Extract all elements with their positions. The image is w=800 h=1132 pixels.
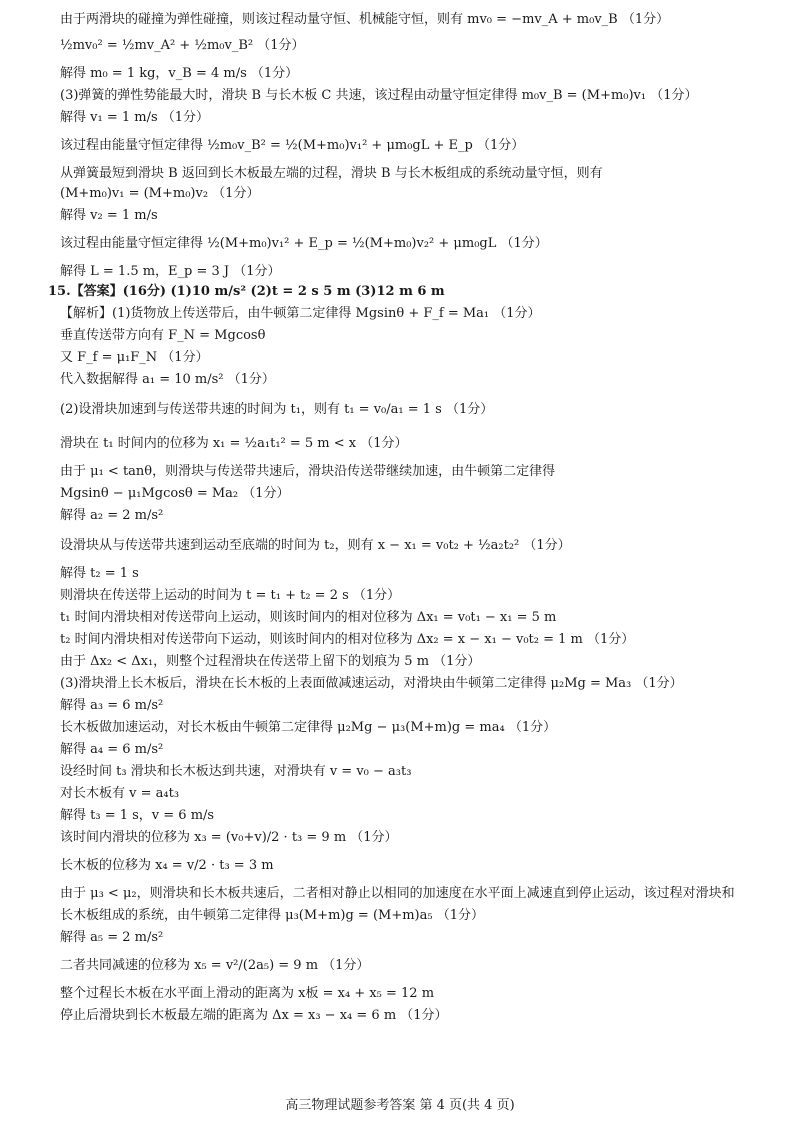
text-line: 长木板做加速运动，对长木板由牛顿第二定律得 μ₂Mg − μ₃(M+m)g = ma₄ （1分） [60,720,557,735]
text-line: 长木板的位移为 x₄ = v/2 · t₃ = 3 m [60,858,274,873]
text-line: 该过程由能量守恒定律得 ½(M+m₀)v₁² + E_p = ½(M+m₀)v₂² + μm₀gL （1分） [60,236,548,251]
text-line: 滑块在 t₁ 时间内的位移为 x₁ = ½a₁t₁² = 5 m < x （1分） [60,436,408,451]
text-line: 解得 a₄ = 6 m/s² [60,742,164,757]
text-line: 二者共同减速的位移为 x₅ = v²/(2a₅) = 9 m （1分） [60,958,370,973]
text-line: 则滑块在传送带上运动的时间为 t = t₁ + t₂ = 2 s （1分） [60,588,401,603]
text-line: 【解析】(1)货物放上传送带后，由牛顿第二定律得 Mgsinθ + F_f = Ma₁ （1分） [60,306,541,321]
text-line: (2)设滑块加速到与传送带共速的时间为 t₁，则有 t₁ = v₀/a₁ = 1 s （1分） [60,402,494,417]
text-line: Mgsinθ − μ₁Mgcosθ = Ma₂ （1分） [60,486,290,501]
text-line: t₁ 时间内滑块相对传送带向上运动，则该时间内的相对位移为 Δx₁ = v₀t₁ − x₁ = 5 m [60,610,557,625]
text-line: (M+m₀)v₁ = (M+m₀)v₂ （1分） [60,186,260,201]
text-line: 解得 v₂ = 1 m/s [60,208,158,223]
text-line: 解得 a₅ = 2 m/s² [60,930,164,945]
text-line: 解得 L = 1.5 m，E_p = 3 J （1分） [60,264,281,279]
text-line: 解得 v₁ = 1 m/s （1分） [60,110,210,125]
text-line: (3)弹簧的弹性势能最大时，滑块 B 与长木板 C 共速，该过程由动量守恒定律得 m₀v_B = (M+m₀)v₁ （1分） [60,88,698,103]
text-line: 由于 Δx₂ < Δx₁，则整个过程滑块在传送带上留下的划痕为 5 m （1分） [60,654,481,669]
text-line: 由于 μ₁ < tanθ，则滑块与传送带共速后，滑块沿传送带继续加速，由牛顿第二定律得 [60,464,556,479]
text-line: 解得 t₂ = 1 s [60,566,139,581]
text-line: 由于两滑块的碰撞为弹性碰撞，则该过程动量守恒、机械能守恒，则有 mv₀ = −mv_A + m₀v_B （1分） [60,12,670,27]
text-line: 停止后滑块到长木板最左端的距离为 Δx = x₃ − x₄ = 6 m （1分） [60,1008,448,1023]
text-line: 又 F_f = μ₁F_N （1分） [60,350,209,365]
page-footer: 高三物理试题参考答案 第 4 页(共 4 页) [285,1098,515,1113]
text-line: 长木板组成的系统，由牛顿第二定律得 μ₃(M+m)g = (M+m)a₅ （1分） [60,908,484,923]
text-line: 整个过程长木板在水平面上滑动的距离为 x板 = x₄ + x₅ = 12 m [60,986,435,1001]
text-line: 该时间内滑块的位移为 x₃ = (v₀+v)/2 · t₃ = 9 m （1分） [60,830,398,845]
text-line: 垂直传送带方向有 F_N = Mgcosθ [60,328,266,343]
text-line: 代入数据解得 a₁ = 10 m/s² （1分） [60,372,275,387]
text-line: 由于 μ₃ < μ₂，则滑块和长木板共速后，二者相对静止以相同的加速度在水平面上减速直到停止运动，该过程对滑块和 [60,886,735,901]
text-line: 解得 a₂ = 2 m/s² [60,508,164,523]
text-line: t₂ 时间内滑块相对传送带向下运动，则该时间内的相对位移为 Δx₂ = x − x₁ − v₀t₂ = 1 m （1分） [60,632,635,647]
text-line: 该过程由能量守恒定律得 ½m₀v_B² = ½(M+m₀)v₁² + μm₀gL + E_p （1分） [60,138,525,153]
text-line: 设滑块从与传送带共速到运动至底端的时间为 t₂，则有 x − x₁ = v₀t₂ + ½a₂t₂² （1分） [60,538,571,553]
text-line: 从弹簧最短到滑块 B 返回到长木板最左端的过程，滑块 B 与长木板组成的系统动量守恒，则有 [60,166,603,181]
text-line: 解得 t₃ = 1 s，v = 6 m/s [60,808,215,823]
question-15-answer: 15.【答案】(16分) (1)10 m/s² (2)t = 2 s 5 m (3)12 m 6 m [48,284,445,299]
text-line: (3)滑块滑上长木板后，滑块在长木板的上表面做减速运动，对滑块由牛顿第二定律得 μ₂Mg = Ma₃ （1分） [60,676,683,691]
text-line: 解得 a₃ = 6 m/s² [60,698,164,713]
text-line: 对长木板有 v = a₄t₃ [60,786,180,801]
text-line: ½mv₀² = ½mv_A² + ½m₀v_B² （1分） [60,38,305,53]
text-line: 设经时间 t₃ 滑块和长木板达到共速，对滑块有 v = v₀ − a₃t₃ [60,764,412,779]
text-line: 解得 m₀ = 1 kg，v_B = 4 m/s （1分） [60,66,299,81]
